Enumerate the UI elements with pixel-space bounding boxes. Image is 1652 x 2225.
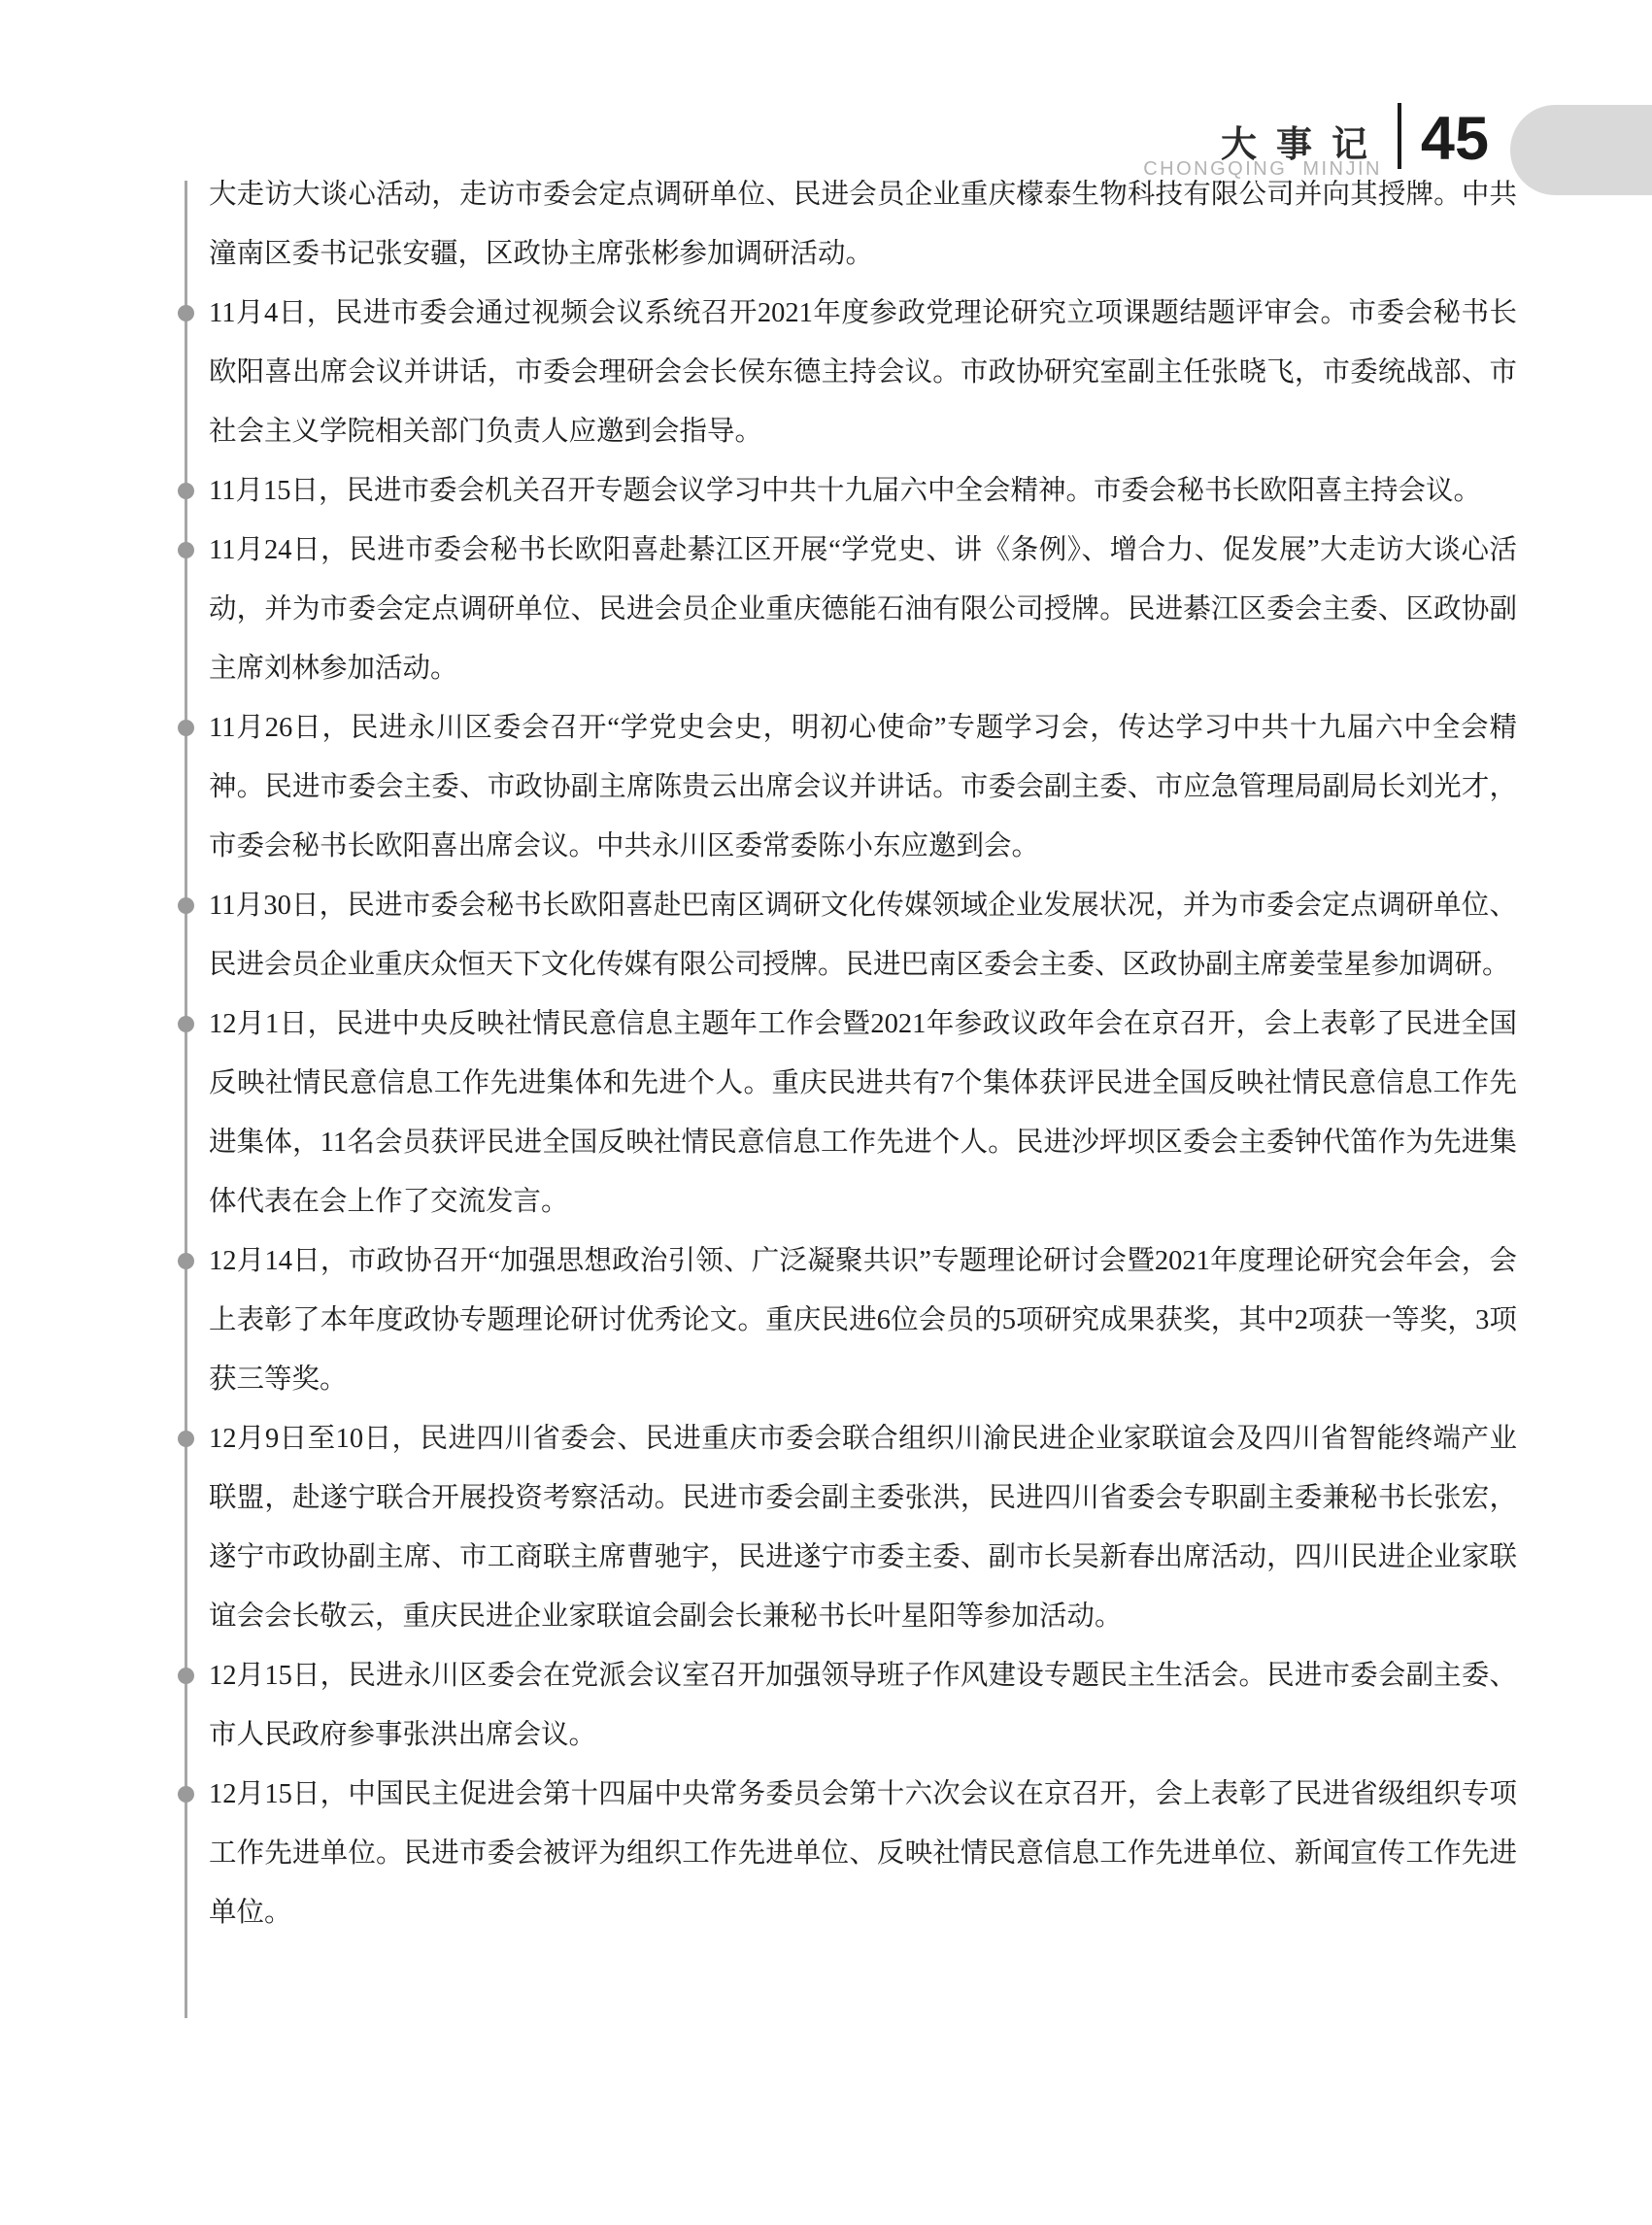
list-item (209, 1231, 1517, 1409)
list-item (209, 1765, 1517, 1942)
header-divider (1398, 103, 1401, 169)
chronicle-entry-list (209, 165, 1517, 1942)
list-item (209, 698, 1517, 876)
list-item (209, 995, 1517, 1231)
bullet-icon (178, 483, 194, 499)
bullet-icon (178, 542, 194, 558)
list-item (209, 1646, 1517, 1765)
list-item (209, 1409, 1517, 1646)
entry-text: 12月9日至10日，民进四川省委会、民进重庆市委会联合组织川渝民进企业家联谊会及四川省智能终端产业联盟，赴遂宁联合开展投资考察活动。民进市委会副主委张洪，民进四川省委会专职副主委兼秘书长张宏，遂宁市政协副主席、市工商联主席曹驰宇，民进遂宁市委主委、副市长吴新春出席活动，四川民进企业家联谊会会长敬云，重庆民进企业家联谊会副会长兼秘书长叶星阳等参加活动。 (209, 1424, 1517, 1632)
bullet-icon (178, 1431, 194, 1447)
list-item (209, 461, 1517, 521)
entry-text: 11月15日，民进市委会机关召开专题会议学习中共十九届六中全会精神。市委会秘书长欧阳喜主持会议。 (209, 476, 1481, 506)
bullet-icon (178, 720, 194, 736)
entry-text: 12月14日，市政协召开“加强思想政治引领、广泛凝聚共识”专题理论研讨会暨2021年度理论研究会年会，会上表彰了本年度政协专题理论研讨优秀论文。重庆民进6位会员的5项研究成果获奖，其中2项获一等奖，3项获三等奖。 (209, 1246, 1517, 1395)
timeline-line (185, 181, 187, 2018)
page-number: 45 (1420, 105, 1489, 173)
header-accent-pill (1510, 105, 1652, 195)
entry-text: 11月24日，民进市委会秘书长欧阳喜赴綦江区开展“学党史、讲《条例》、增合力、促发展”大走访大谈心活动，并为市委会定点调研单位、民进会员企业重庆德能石油有限公司授牌。民进綦江区委会主委、区政协副主席刘林参加活动。 (209, 535, 1517, 684)
page-subtitle: CHONGQING MINJIN (1143, 158, 1382, 180)
list-item (209, 165, 1517, 284)
bullet-icon (178, 1016, 194, 1032)
list-item (209, 284, 1517, 461)
entry-text: 11月4日，民进市委会通过视频会议系统召开2021年度参政党理论研究立项课题结题评审会。市委会秘书长欧阳喜出席会议并讲话，市委会理研会会长侯东德主持会议。市政协研究室副主任张晓飞，市委统战部、市社会主义学院相关部门负责人应邀到会指导。 (209, 298, 1517, 447)
entry-text: 12月15日，民进永川区委会在党派会议室召开加强领导班子作风建设专题民主生活会。民进市委会副主委、市人民政府参事张洪出席会议。 (209, 1661, 1517, 1750)
bullet-icon (178, 1253, 194, 1269)
entry-text: 大走访大谈心活动，走访市委会定点调研单位、民进会员企业重庆檬泰生物科技有限公司并向其授牌。中共潼南区委书记张安疆，区政协主席张彬参加调研活动。 (209, 180, 1517, 269)
entry-text: 12月1日，民进中央反映社情民意信息主题年工作会暨2021年参政议政年会在京召开，会上表彰了民进全国反映社情民意信息工作先进集体和先进个人。重庆民进共有7个集体获评民进全国反映社情民意信息工作先进集体，11名会员获评民进全国反映社情民意信息工作先进个人。民进沙坪坝区委会主委钟代笛作为先进集体代表在会上作了交流发言。 (209, 1009, 1517, 1217)
list-item (209, 876, 1517, 995)
bullet-icon (178, 305, 194, 321)
entry-text: 12月15日，中国民主促进会第十四届中央常务委员会第十六次会议在京召开，会上表彰了民进省级组织专项工作先进单位。民进市委会被评为组织工作先进单位、反映社情民意信息工作先进单位、新闻宣传工作先进单位。 (209, 1779, 1517, 1928)
entry-text: 11月26日，民进永川区委会召开“学党史会史，明初心使命”专题学习会，传达学习中共十九届六中全会精神。民进市委会主委、市政协副主席陈贵云出席会议并讲话。市委会副主委、市应急管理局副局长刘光才，市委会秘书长欧阳喜出席会议。中共永川区委常委陈小东应邀到会。 (209, 713, 1517, 861)
list-item (209, 521, 1517, 698)
bullet-icon (178, 1668, 194, 1684)
entry-text: 11月30日，民进市委会秘书长欧阳喜赴巴南区调研文化传媒领域企业发展状况，并为市委会定点调研单位、民进会员企业重庆众恒天下文化传媒有限公司授牌。民进巴南区委会主委、区政协副主席姜莹星参加调研。 (209, 891, 1517, 980)
bullet-icon (178, 897, 194, 914)
page-title: 大事记 (1221, 124, 1387, 164)
bullet-icon (178, 1786, 194, 1803)
